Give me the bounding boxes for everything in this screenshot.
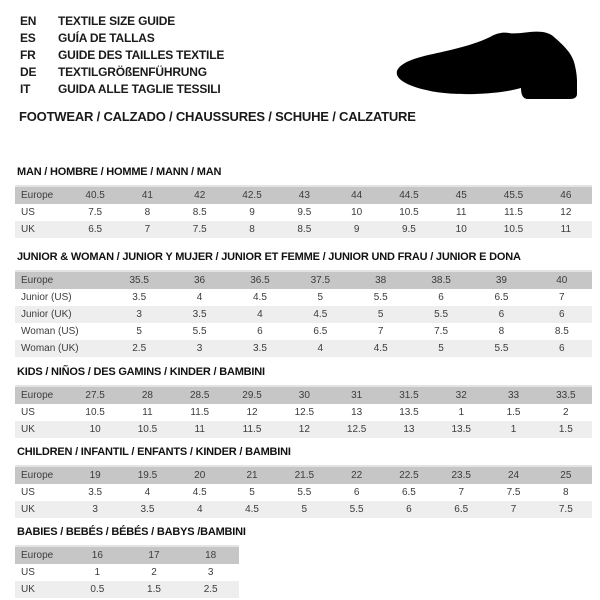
size-cell: 11	[560, 224, 572, 235]
size-cell: 1	[94, 567, 101, 578]
size-cell: 7.5	[558, 504, 573, 515]
size-cell: 4	[196, 504, 203, 515]
language-row	[20, 63, 224, 80]
size-cell: 3	[136, 309, 142, 320]
size-cell: 6.5	[313, 326, 328, 337]
size-cell: 24	[507, 470, 520, 481]
row-label: Europe	[21, 470, 54, 481]
size-cell: 41	[141, 190, 153, 201]
table-row	[15, 386, 592, 404]
size-cell: 12.5	[346, 424, 367, 435]
section-title-junior-woman: JUNIOR & WOMAN / JUNIOR Y MUJER / JUNIOR ET FEMME / JUNIOR UND FRAU / JUNIOR E DONA	[17, 251, 521, 263]
size-cell: 8.5	[297, 224, 312, 235]
size-cell: 31	[351, 390, 363, 401]
table-row	[15, 186, 592, 204]
size-cell: 5	[438, 343, 444, 354]
size-cell: 6.5	[401, 487, 416, 498]
table-row	[15, 204, 592, 221]
section-junior-woman	[15, 251, 592, 357]
size-cell: 5.5	[349, 504, 364, 515]
size-cell: 21	[246, 470, 258, 481]
size-cell: 8	[563, 487, 569, 498]
size-cell: 10	[455, 224, 467, 235]
size-cell: 10	[89, 424, 101, 435]
size-cell: 6	[498, 309, 505, 320]
language-code: IT	[20, 81, 31, 96]
shoe-silhouette-path	[397, 32, 577, 99]
size-table-man	[15, 185, 592, 238]
size-cell: 19.5	[137, 470, 158, 481]
language-title: GUIDE DES TAILLES TEXTILE	[58, 47, 225, 62]
size-cell: 6.5	[88, 224, 103, 235]
size-cell: 35.5	[129, 275, 149, 286]
size-cell: 20	[194, 470, 206, 481]
size-cell: 1	[510, 424, 517, 435]
language-row	[20, 80, 224, 97]
size-cell: 45	[455, 190, 467, 201]
size-cell: 10.5	[399, 207, 419, 218]
size-cell: 5.5	[494, 343, 509, 354]
language-title: TEXTILGRÖßENFÜHRUNG	[58, 64, 207, 79]
table-row	[15, 546, 239, 564]
section-babies	[15, 526, 592, 598]
size-cell: 7	[510, 504, 517, 515]
size-cell: 8	[144, 207, 151, 218]
size-cell: 7.5	[434, 326, 449, 337]
size-cell: 36	[194, 275, 206, 286]
size-cell: 3.5	[132, 292, 147, 303]
size-cell: 6	[559, 343, 565, 354]
row-label: Europe	[21, 550, 54, 561]
size-cell: 9	[353, 224, 360, 235]
size-cell: 8	[498, 326, 505, 337]
size-cell: 5	[249, 487, 255, 498]
size-cell: 1.5	[147, 584, 161, 595]
size-cell: 31.5	[399, 390, 419, 401]
size-cell: 6	[559, 309, 565, 320]
language-title: GUÍA DE TALLAS	[58, 30, 155, 45]
row-label: Europe	[21, 190, 54, 201]
size-cell: 6.5	[454, 504, 469, 515]
size-cell: 3.5	[192, 309, 207, 320]
size-cell: 4	[317, 343, 324, 354]
size-cell: 1.5	[558, 424, 573, 435]
size-table-children	[15, 465, 592, 518]
size-cell: 46	[560, 190, 572, 201]
size-cell: 11	[456, 207, 467, 218]
size-cell: 38	[375, 275, 387, 286]
size-cell: 10.5	[503, 224, 524, 235]
size-cell: 11	[194, 424, 205, 435]
size-cell: 3	[196, 343, 203, 354]
size-cell: 11.5	[504, 207, 523, 218]
table-row	[15, 323, 592, 340]
size-cell: 33.5	[556, 390, 576, 401]
table-row	[15, 421, 592, 438]
size-cell: 18	[205, 550, 217, 561]
size-cell: 6	[406, 504, 412, 515]
size-cell: 22.5	[399, 470, 419, 481]
table-row	[15, 581, 239, 598]
size-cell: 1.5	[506, 407, 521, 418]
size-table-babies	[15, 545, 239, 598]
table-row	[15, 306, 592, 323]
size-cell: 37.5	[310, 275, 331, 286]
size-cell: 7	[458, 487, 464, 498]
size-cell: 4.5	[192, 487, 207, 498]
size-cell: 38.5	[431, 275, 451, 286]
language-code: ES	[20, 30, 36, 45]
row-label: Junior (US)	[21, 292, 72, 303]
table-row	[15, 404, 592, 421]
size-cell: 9.5	[297, 207, 312, 218]
size-cell: 12.5	[294, 407, 315, 418]
size-cell: 19	[89, 470, 101, 481]
size-cell: 5	[317, 292, 324, 303]
size-cell: 28	[141, 390, 153, 401]
size-cell: 9.5	[401, 224, 416, 235]
size-cell: 45.5	[503, 190, 524, 201]
size-cell: 3	[207, 567, 214, 578]
row-label: Woman (US)	[21, 326, 79, 337]
table-row	[15, 271, 592, 289]
size-cell: 2	[151, 567, 157, 578]
table-row	[15, 289, 592, 306]
section-title-man: MAN / HOMBRE / HOMME / MANN / MAN	[17, 166, 222, 178]
section-man	[15, 166, 592, 238]
language-title: TEXTILE SIZE GUIDE	[58, 13, 176, 28]
size-cell: 33	[507, 390, 520, 401]
size-cell: 4.5	[245, 504, 259, 515]
size-cell: 28.5	[190, 390, 210, 401]
size-cell: 25	[560, 470, 572, 481]
size-cell: 6	[438, 292, 444, 303]
size-cell: 3	[92, 504, 98, 515]
language-code: EN	[20, 13, 37, 28]
size-cell: 8	[249, 224, 255, 235]
row-label: US	[21, 567, 35, 578]
size-cell: 7	[559, 292, 565, 303]
size-cell: 42	[194, 190, 206, 201]
size-cell: 13	[403, 424, 415, 435]
size-cell: 13.5	[451, 424, 471, 435]
row-label: UK	[21, 504, 35, 515]
size-cell: 4	[144, 487, 151, 498]
table-row	[15, 501, 592, 518]
size-cell: 5.5	[434, 309, 449, 320]
size-cell: 12	[298, 424, 310, 435]
size-cell: 6	[353, 487, 360, 498]
table-row	[15, 564, 239, 581]
row-label: US	[21, 407, 35, 418]
size-cell: 0.5	[90, 584, 105, 595]
row-label: UK	[21, 584, 35, 595]
size-cell: 6.5	[494, 292, 509, 303]
size-cell: 7	[144, 224, 151, 235]
size-cell: 4.5	[313, 309, 328, 320]
size-table-kids	[15, 385, 592, 438]
row-label: Woman (UK)	[21, 343, 79, 354]
row-label: US	[21, 207, 35, 218]
size-cell: 10.5	[85, 407, 105, 418]
size-cell: 13.5	[399, 407, 419, 418]
size-cell: 32	[455, 390, 467, 401]
size-cell: 29.5	[242, 390, 262, 401]
size-cell: 36.5	[250, 275, 270, 286]
size-cell: 2.5	[132, 343, 147, 354]
section-title-kids: KIDS / NIÑOS / DES GAMINS / KINDER / BAMBINI	[17, 366, 265, 378]
size-cell: 5.5	[373, 292, 388, 303]
size-cell: 1	[458, 407, 464, 418]
size-cell: 5.5	[192, 326, 207, 337]
size-cell: 40	[556, 275, 568, 286]
row-label: UK	[21, 424, 35, 435]
language-title-block	[20, 12, 224, 97]
language-code: FR	[20, 47, 36, 62]
row-label: Junior (UK)	[21, 309, 72, 320]
size-cell: 8.5	[192, 207, 207, 218]
size-cell: 4	[257, 309, 263, 320]
size-table-junior-woman	[15, 270, 592, 357]
size-cell: 16	[91, 550, 103, 561]
size-cell: 6	[257, 326, 263, 337]
size-cell: 4.5	[252, 292, 267, 303]
row-label: UK	[21, 224, 35, 235]
row-label: US	[21, 487, 35, 498]
size-cell: 3.5	[140, 504, 155, 515]
size-cell: 4.5	[373, 343, 388, 354]
size-cell: 2	[563, 407, 569, 418]
size-cell: 5	[377, 309, 384, 320]
size-cell: 11	[142, 407, 153, 418]
size-cell: 11.5	[242, 424, 262, 435]
size-cell: 12	[246, 407, 258, 418]
table-row	[15, 221, 592, 238]
section-title-children: CHILDREN / INFANTIL / ENFANTS / KINDER / BAMBINI	[17, 446, 291, 458]
category-title: FOOTWEAR / CALZADO / CHAUSSURES / SCHUHE / CALZATURE	[19, 109, 416, 124]
size-cell: 7	[377, 326, 384, 337]
size-cell: 9	[249, 207, 255, 218]
table-row	[15, 466, 592, 484]
size-cell: 22	[351, 470, 363, 481]
size-cell: 43	[298, 190, 310, 201]
section-children	[15, 446, 592, 518]
size-cell: 3.5	[88, 487, 103, 498]
size-cell: 44.5	[399, 190, 419, 201]
size-cell: 5	[301, 504, 308, 515]
language-row	[20, 29, 224, 46]
size-cell: 7.5	[88, 207, 103, 218]
size-cell: 5.5	[297, 487, 312, 498]
size-cell: 10.5	[137, 424, 158, 435]
size-cell: 27.5	[85, 390, 105, 401]
row-label: Europe	[21, 390, 54, 401]
language-title: GUIDA ALLE TAGLIE TESSILI	[58, 81, 221, 96]
size-cell: 13	[351, 407, 363, 418]
size-cell: 40.5	[85, 190, 105, 201]
language-row	[20, 46, 224, 63]
size-cell: 44	[351, 190, 363, 201]
size-cell: 39	[495, 275, 507, 286]
size-cell: 12	[560, 207, 572, 218]
size-cell: 7.5	[506, 487, 521, 498]
size-cell: 21.5	[294, 470, 315, 481]
size-cell: 7.5	[192, 224, 207, 235]
size-cell: 2.5	[203, 584, 218, 595]
size-cell: 23.5	[451, 470, 471, 481]
section-title-babies: BABIES / BEBÉS / BÉBÉS / BABYS /BAMBINI	[17, 526, 246, 538]
language-row	[20, 12, 224, 29]
size-cell: 42.5	[242, 190, 262, 201]
table-row	[15, 340, 592, 357]
size-cell: 11.5	[190, 407, 210, 418]
size-cell: 3.5	[252, 343, 267, 354]
size-cell: 30	[298, 390, 310, 401]
size-cell: 17	[148, 550, 160, 561]
size-cell: 4	[196, 292, 203, 303]
row-label: Europe	[21, 275, 54, 286]
size-cell: 5	[136, 326, 142, 337]
size-cell: 8.5	[554, 326, 569, 337]
dress-shoe-icon	[390, 24, 585, 106]
table-row	[15, 484, 592, 501]
language-code: DE	[20, 64, 37, 79]
section-kids	[15, 366, 592, 438]
size-cell: 10	[351, 207, 363, 218]
